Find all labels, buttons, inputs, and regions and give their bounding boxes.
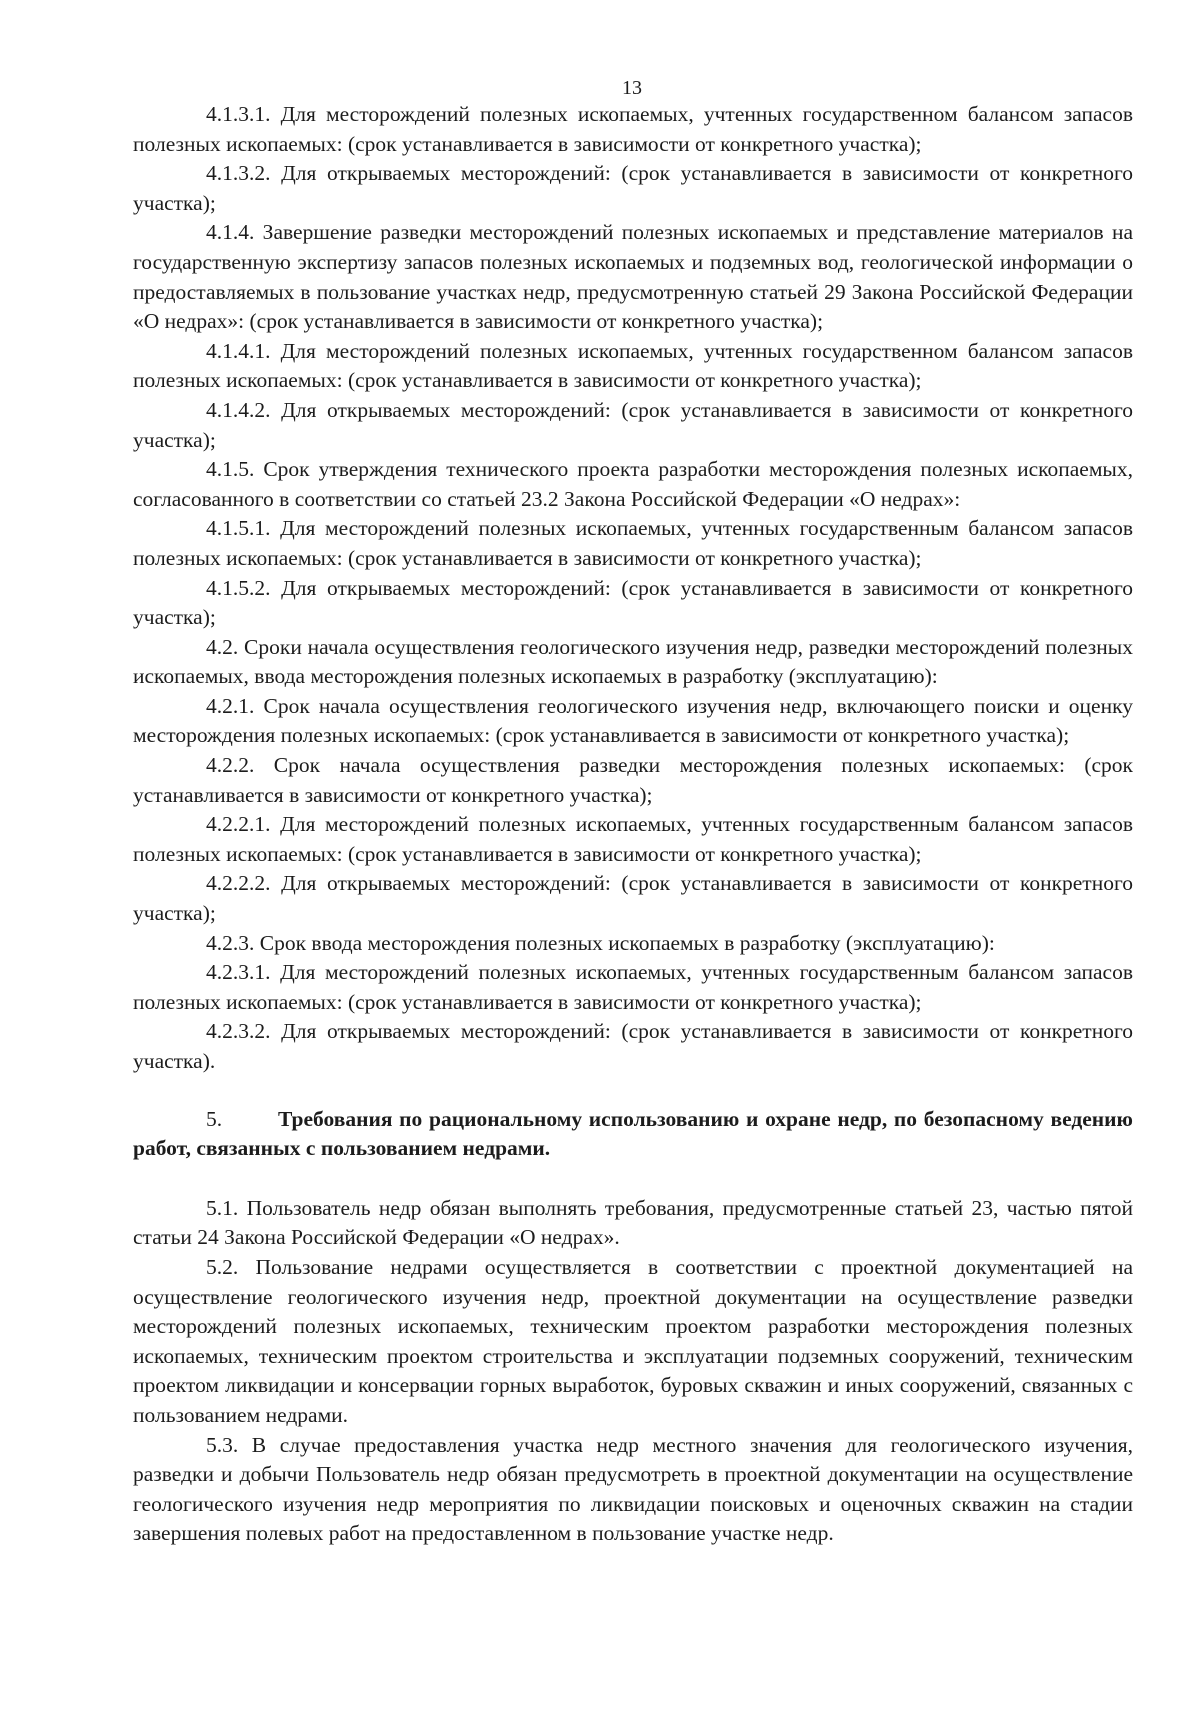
page-number: 13 <box>622 77 642 99</box>
paragraph-4-1-3-1: 4.1.3.1. Для месторождений полезных ископаемых, учтенных государственном балансом запасов полезных ископаемых: (срок устанавливается в зависимости от конкретного участка); <box>133 102 1133 156</box>
paragraph-4-1-4-2: 4.1.4.2. Для открываемых месторождений: (срок устанавливается в зависимости от конкретного участка); <box>133 397 1133 452</box>
document-body <box>133 100 1133 1549</box>
paragraph-4-2-3-2: 4.2.3.2. Для открываемых месторождений: (срок устанавливается в зависимости от конкретного участка). <box>133 1019 1133 1073</box>
paragraph-5-2: 5.2. Пользование недрами осуществляется в соответствии с проектной документацией на осуществление геологического изучения недр, проектной документации на осуществление разведки месторождений полезных ископаемых, техническим проектом разработки месторождения полезных ископаемых, техническим проектом строительства и эксплуатации подземных сооружений, техническим проектом ликвидации и консервации горных выработок, буровых скважин и иных сооружений, связанных с пользованием недрами. <box>133 1254 1133 1427</box>
paragraph-4-2-2-1: 4.2.2.1. Для месторождений полезных ископаемых, учтенных государственным балансом запасов полезных ископаемых: (срок устанавливается в зависимости от конкретного участка); <box>133 812 1133 866</box>
paragraph-4-1-5-1: 4.1.5.1. Для месторождений полезных ископаемых, учтенных государственным балансом запасов полезных ископаемых: (срок устанавливается в зависимости от конкретного участка); <box>133 516 1133 570</box>
paragraph-4-1-5-2: 4.1.5.2. Для открываемых месторождений: (срок устанавливается в зависимости от конкретного участка); <box>133 575 1133 630</box>
paragraph-4-2-3: 4.2.3. Срок ввода месторождения полезных ископаемых в разработку (эксплуатацию): <box>206 930 995 955</box>
paragraph-4-2-1: 4.2.1. Срок начала осуществления геологического изучения недр, включающего поиски и оценку месторождения полезных ископаемых: (срок устанавливается в зависимости от конкретного участка); <box>133 693 1133 748</box>
paragraph-4-2: 4.2. Сроки начала осуществления геологического изучения недр, разведки месторождений полезных ископаемых, ввода месторождения полезных ископаемых в разработку (эксплуатацию): <box>133 634 1133 689</box>
section-title: Требования по рациональному использованию и охране недр, по безопасному ведению работ, связанных с пользованием недрами. <box>133 1106 1133 1161</box>
paragraph-4-1-4: 4.1.4. Завершение разведки месторождений полезных ископаемых и представление материалов на государственную экспертизу запасов полезных ископаемых и подземных вод, геологической информации о предоставляемых в пользование участках недр, предусмотренную статьей 29 Закона Российской Федерации «О недрах»: (срок устанавливается в зависимости от конкретного участка); <box>133 220 1133 334</box>
paragraph-4-1-5: 4.1.5. Срок утверждения технического проекта разработки месторождения полезных ископаемых, согласованного в соответствии со статьей 23.2 Закона Российской Федерации «О недрах»: <box>133 457 1133 511</box>
paragraph-4-1-3-2: 4.1.3.2. Для открываемых месторождений: (срок устанавливается в зависимости от конкретного участка); <box>133 161 1133 215</box>
paragraph-4-1-4-1: 4.1.4.1. Для месторождений полезных ископаемых, учтенных государственном балансом запасов полезных ископаемых: (срок устанавливается в зависимости от конкретного участка); <box>133 338 1133 393</box>
paragraph-4-2-2: 4.2.2. Срок начала осуществления разведки месторождения полезных ископаемых: (срок устанавливается в зависимости от конкретного участка); <box>133 753 1133 807</box>
paragraph-5-1: 5.1. Пользователь недр обязан выполнять требования, предусмотренные статьей 23, частью пятой статьи 24 Закона Российской Федерации «О недрах». <box>133 1195 1133 1250</box>
section-heading <box>133 1105 1133 1164</box>
paragraph-5-3: 5.3. В случае предоставления участка недр местного значения для геологического изучения, разведки и добычи Пользователь недр обязан предусмотреть в проектной документации на осуществление геологического изучения недр мероприятия по ликвидации поисковых и оценочных скважин на стадии завершения полевых работ на предоставленном в пользование участке недр. <box>133 1432 1133 1546</box>
section-number: 5. <box>206 1106 223 1131</box>
paragraph-4-2-2-2: 4.2.2.2. Для открываемых месторождений: (срок устанавливается в зависимости от конкретного участка); <box>133 871 1133 926</box>
paragraph-4-2-3-1: 4.2.3.1. Для месторождений полезных ископаемых, учтенных государственным балансом запасов полезных ископаемых: (срок устанавливается в зависимости от конкретного участка); <box>133 960 1133 1014</box>
